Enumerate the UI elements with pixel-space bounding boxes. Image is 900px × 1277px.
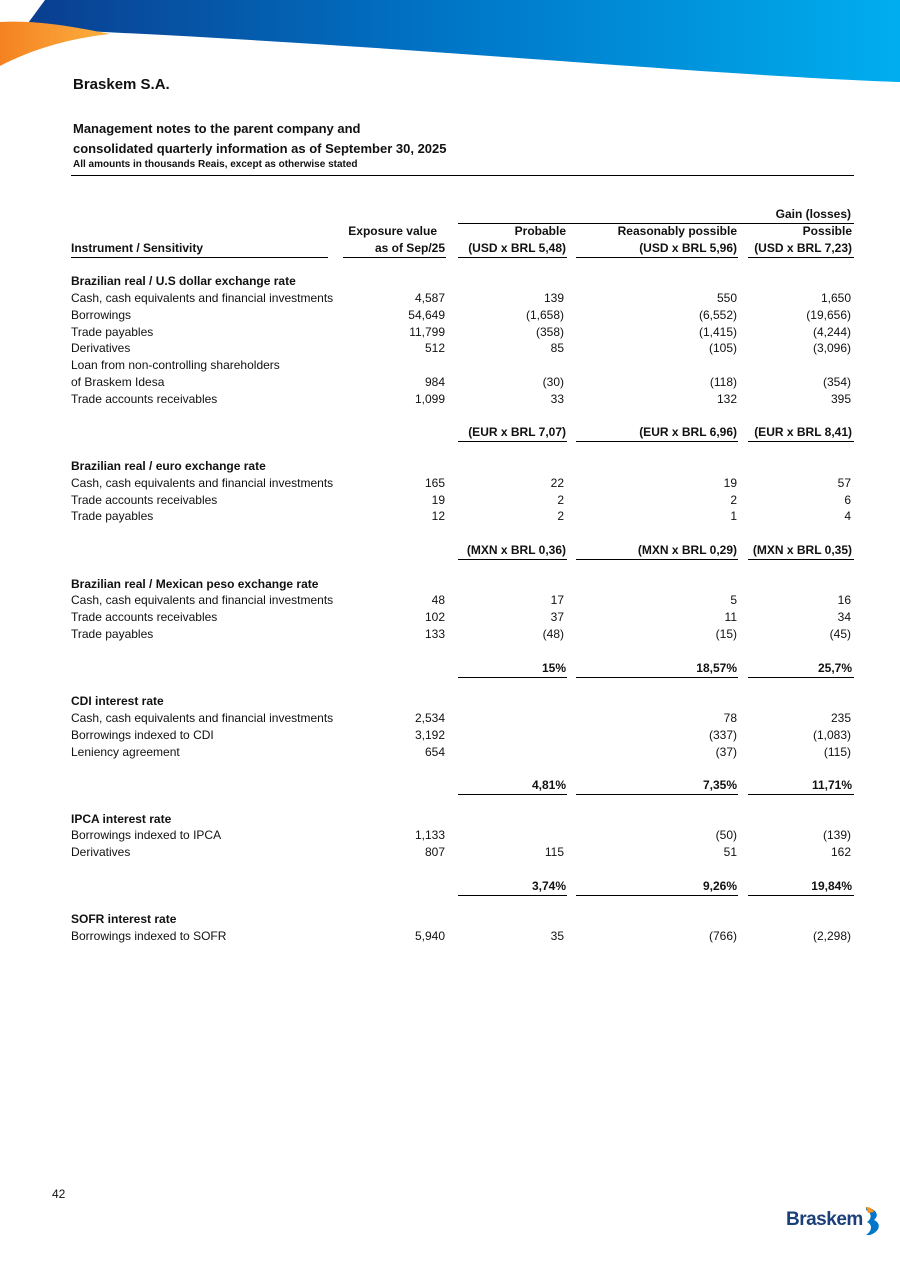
exposure-value: 54,649 bbox=[408, 307, 445, 322]
section-title-usd bbox=[71, 273, 854, 290]
exposure-value: 133 bbox=[424, 626, 445, 641]
usd-section-title: Brazilian real / U.S dollar exchange rate bbox=[71, 274, 296, 289]
row-label: Cash, cash equivalents and financial investments bbox=[71, 475, 334, 490]
exposure-value: 48 bbox=[431, 593, 445, 608]
row-label: Leniency agreement bbox=[71, 744, 180, 759]
possible-value: (19,656) bbox=[806, 307, 851, 322]
eur-section-title: Brazilian real / euro exchange rate bbox=[71, 458, 266, 473]
table-row bbox=[71, 744, 854, 761]
probable-value: 35 bbox=[550, 929, 564, 944]
probable-value: 2 bbox=[557, 509, 564, 524]
rate-row-ipca bbox=[71, 777, 854, 794]
ipca-possible-rate: 11,71% bbox=[811, 778, 852, 793]
row-label: Trade payables bbox=[71, 324, 154, 339]
table-row bbox=[71, 592, 854, 609]
mxn-possible-rate: (MXN x BRL 0,35) bbox=[752, 542, 852, 557]
possible-value: 235 bbox=[830, 710, 851, 725]
possible-header-2: (USD x BRL 7,23) bbox=[754, 240, 852, 255]
table-row bbox=[71, 508, 854, 525]
rate-rule bbox=[576, 441, 738, 442]
rate-rule bbox=[748, 559, 854, 560]
reasonable-value: (337) bbox=[708, 727, 737, 742]
probable-value: 2 bbox=[557, 492, 564, 507]
instrument-header: Instrument / Sensitivity bbox=[71, 240, 204, 255]
possible-value: 4 bbox=[844, 509, 851, 524]
reasonable-value: 2 bbox=[730, 492, 737, 507]
table-row bbox=[71, 374, 854, 391]
company-name: Braskem S.A. bbox=[73, 76, 170, 93]
probable-header-2: (USD x BRL 5,48) bbox=[468, 240, 566, 255]
possible-value: (354) bbox=[822, 374, 851, 389]
exposure-value: 11,799 bbox=[409, 324, 445, 339]
title-divider bbox=[71, 175, 854, 176]
ipca-section-title: IPCA interest rate bbox=[71, 811, 172, 826]
rate-rule bbox=[748, 677, 854, 678]
eur-reasonable-rate: (EUR x BRL 6,96) bbox=[639, 425, 737, 440]
possible-value: (115) bbox=[823, 744, 851, 759]
section-title-ipca bbox=[71, 811, 854, 828]
table-row bbox=[71, 710, 854, 727]
row-label: Derivatives bbox=[71, 341, 131, 356]
exposure-value: 2,534 bbox=[414, 710, 445, 725]
sofr-reasonable-rate: 9,26% bbox=[702, 878, 737, 893]
reasonable-value: (37) bbox=[715, 744, 737, 759]
possible-value: 6 bbox=[844, 492, 851, 507]
rate-rule bbox=[458, 677, 567, 678]
cdi-section-title: CDI interest rate bbox=[71, 694, 164, 709]
exposure-value: 12 bbox=[431, 509, 445, 524]
probable-value: 17 bbox=[550, 593, 564, 608]
exposure-value: 165 bbox=[424, 475, 445, 490]
reasonable-value: 132 bbox=[716, 391, 737, 406]
footer-logo-text: Braskem bbox=[786, 1209, 863, 1230]
row-label: Cash, cash equivalents and financial investments bbox=[71, 290, 334, 305]
possible-value: (4,244) bbox=[812, 324, 851, 339]
table-row bbox=[71, 391, 854, 408]
row-label: Cash, cash equivalents and financial investments bbox=[71, 593, 334, 608]
table-row bbox=[71, 324, 854, 341]
sensitivity-table bbox=[71, 206, 854, 945]
cdi-probable-rate: 15% bbox=[541, 660, 566, 675]
sofr-probable-rate: 3,74% bbox=[531, 878, 566, 893]
rate-row-mxn bbox=[71, 542, 854, 559]
probable-value: (48) bbox=[542, 626, 564, 641]
probable-value: (1,658) bbox=[525, 307, 564, 322]
exposure-value: 654 bbox=[424, 744, 445, 759]
row-label: Trade accounts receivables bbox=[71, 391, 218, 406]
table-row bbox=[71, 307, 854, 324]
possible-header-1: Possible bbox=[802, 223, 852, 238]
row-label: Trade payables bbox=[71, 626, 154, 641]
reasonable-value: (15) bbox=[715, 626, 737, 641]
probable-value: 22 bbox=[550, 475, 564, 490]
reasonable-value: 19 bbox=[723, 475, 737, 490]
rate-row-cdi bbox=[71, 660, 854, 677]
table-row bbox=[71, 357, 854, 374]
reasonable-value: (6,552) bbox=[698, 307, 737, 322]
possible-value: 1,650 bbox=[820, 290, 851, 305]
probable-value: 85 bbox=[550, 341, 564, 356]
row-label: Borrowings indexed to IPCA bbox=[71, 828, 222, 843]
row-label: Trade payables bbox=[71, 509, 154, 524]
exposure-value: 984 bbox=[424, 374, 445, 389]
possible-value: (139) bbox=[822, 828, 851, 843]
exposure-value: 19 bbox=[431, 492, 445, 507]
gain-losses-header: Gain (losses) bbox=[775, 207, 851, 221]
table-row bbox=[71, 626, 854, 643]
mxn-section-title: Brazilian real / Mexican peso exchange rate bbox=[71, 576, 319, 591]
probable-value: 37 bbox=[550, 610, 564, 625]
eur-probable-rate: (EUR x BRL 7,07) bbox=[468, 425, 566, 440]
header-rule-instrument bbox=[71, 257, 328, 258]
rate-rule bbox=[576, 794, 738, 795]
title-line-2: consolidated quarterly information as of September 30, 2025 bbox=[73, 141, 447, 156]
rate-rule bbox=[458, 559, 567, 560]
gain-header-row bbox=[71, 206, 854, 223]
table-row bbox=[71, 928, 854, 945]
reasonable-header-2: (USD x BRL 5,96) bbox=[639, 240, 737, 255]
table-row bbox=[71, 475, 854, 492]
rate-rule bbox=[748, 441, 854, 442]
cdi-possible-rate: 25,7% bbox=[817, 660, 852, 675]
reasonable-value: 11 bbox=[724, 610, 737, 625]
exposure-header-2: as of Sep/25 bbox=[374, 240, 445, 255]
table-row bbox=[71, 340, 854, 357]
document-subtitle: All amounts in thousands Reais, except as otherwise stated bbox=[73, 159, 358, 170]
ipca-reasonable-rate: 7,35% bbox=[702, 778, 737, 793]
exposure-value: 5,940 bbox=[414, 929, 445, 944]
row-label: Borrowings bbox=[71, 307, 132, 322]
column-header-row-1 bbox=[71, 223, 854, 240]
possible-value: (3,096) bbox=[812, 341, 851, 356]
reasonable-value: (118) bbox=[709, 374, 737, 389]
row-label: Borrowings indexed to SOFR bbox=[71, 929, 227, 944]
reasonable-header-1: Reasonably possible bbox=[617, 223, 737, 238]
eur-possible-rate: (EUR x BRL 8,41) bbox=[754, 425, 852, 440]
rate-row-eur bbox=[71, 424, 854, 441]
reasonable-value: (1,415) bbox=[698, 324, 737, 339]
title-line-1: Management notes to the parent company and bbox=[73, 121, 361, 136]
possible-value: (2,298) bbox=[812, 929, 851, 944]
ipca-probable-rate: 4,81% bbox=[531, 778, 566, 793]
header-rule-probable bbox=[458, 257, 567, 258]
table-row bbox=[71, 844, 854, 861]
section-title-sofr bbox=[71, 911, 854, 928]
table-row bbox=[71, 609, 854, 626]
reasonable-value: (105) bbox=[708, 341, 737, 356]
possible-value: (45) bbox=[829, 626, 851, 641]
probable-value: 33 bbox=[550, 391, 564, 406]
reasonable-value: (50) bbox=[715, 828, 737, 843]
possible-value: 34 bbox=[837, 610, 851, 625]
section-title-cdi bbox=[71, 693, 854, 710]
column-header-row-2 bbox=[71, 240, 854, 257]
header-rule-possible bbox=[748, 257, 854, 258]
exposure-value: 4,587 bbox=[414, 290, 445, 305]
section-title-mxn bbox=[71, 576, 854, 593]
rate-rule bbox=[748, 794, 854, 795]
table-row bbox=[71, 290, 854, 307]
rate-rule bbox=[458, 895, 567, 896]
row-label: Trade accounts receivables bbox=[71, 492, 218, 507]
reasonable-value: 5 bbox=[730, 593, 737, 608]
section-title-eur bbox=[71, 458, 854, 475]
cdi-reasonable-rate: 18,57% bbox=[696, 660, 737, 675]
exposure-value: 512 bbox=[424, 341, 445, 356]
table-row bbox=[71, 827, 854, 844]
reasonable-value: (766) bbox=[708, 929, 737, 944]
sofr-section-title: SOFR interest rate bbox=[71, 912, 177, 927]
possible-value: 57 bbox=[837, 475, 851, 490]
document-title bbox=[73, 119, 447, 159]
rate-rule bbox=[576, 895, 738, 896]
row-label: Derivatives bbox=[71, 845, 131, 860]
header-rule-reasonable bbox=[576, 257, 738, 258]
row-label: Trade accounts receivables bbox=[71, 610, 218, 625]
possible-value: 162 bbox=[830, 845, 851, 860]
exposure-value: 102 bbox=[424, 610, 445, 625]
exposure-header-1: Exposure value bbox=[348, 223, 437, 238]
row-label: of Braskem Idesa bbox=[71, 374, 165, 389]
probable-header-1: Probable bbox=[514, 223, 566, 238]
rate-row-sofr bbox=[71, 878, 854, 895]
table-row bbox=[71, 492, 854, 509]
probable-value: (358) bbox=[535, 324, 564, 339]
rate-rule bbox=[458, 794, 567, 795]
exposure-value: 3,192 bbox=[414, 727, 445, 742]
header-rule-exposure bbox=[343, 257, 446, 258]
probable-value: 139 bbox=[543, 290, 564, 305]
row-label: Borrowings indexed to CDI bbox=[71, 727, 214, 742]
exposure-value: 807 bbox=[424, 845, 445, 860]
table-row bbox=[71, 727, 854, 744]
possible-value: 395 bbox=[830, 391, 851, 406]
rate-rule bbox=[748, 895, 854, 896]
possible-value: (1,083) bbox=[812, 727, 851, 742]
sofr-possible-rate: 19,84% bbox=[811, 878, 852, 893]
rate-rule bbox=[458, 441, 567, 442]
rate-rule bbox=[576, 559, 738, 560]
exposure-value: 1,133 bbox=[414, 828, 445, 843]
probable-value: (30) bbox=[542, 374, 564, 389]
reasonable-value: 1 bbox=[730, 509, 737, 524]
probable-value: 115 bbox=[544, 845, 564, 860]
reasonable-value: 51 bbox=[723, 845, 737, 860]
reasonable-value: 78 bbox=[723, 710, 737, 725]
page-number: 42 bbox=[52, 1187, 66, 1201]
mxn-reasonable-rate: (MXN x BRL 0,29) bbox=[637, 542, 737, 557]
mxn-probable-rate: (MXN x BRL 0,36) bbox=[466, 542, 566, 557]
rate-rule bbox=[576, 677, 738, 678]
row-label: Loan from non-controlling shareholders bbox=[71, 358, 280, 373]
possible-value: 16 bbox=[837, 593, 851, 608]
row-label: Cash, cash equivalents and financial investments bbox=[71, 710, 334, 725]
reasonable-value: 550 bbox=[716, 290, 737, 305]
exposure-value: 1,099 bbox=[414, 391, 445, 406]
